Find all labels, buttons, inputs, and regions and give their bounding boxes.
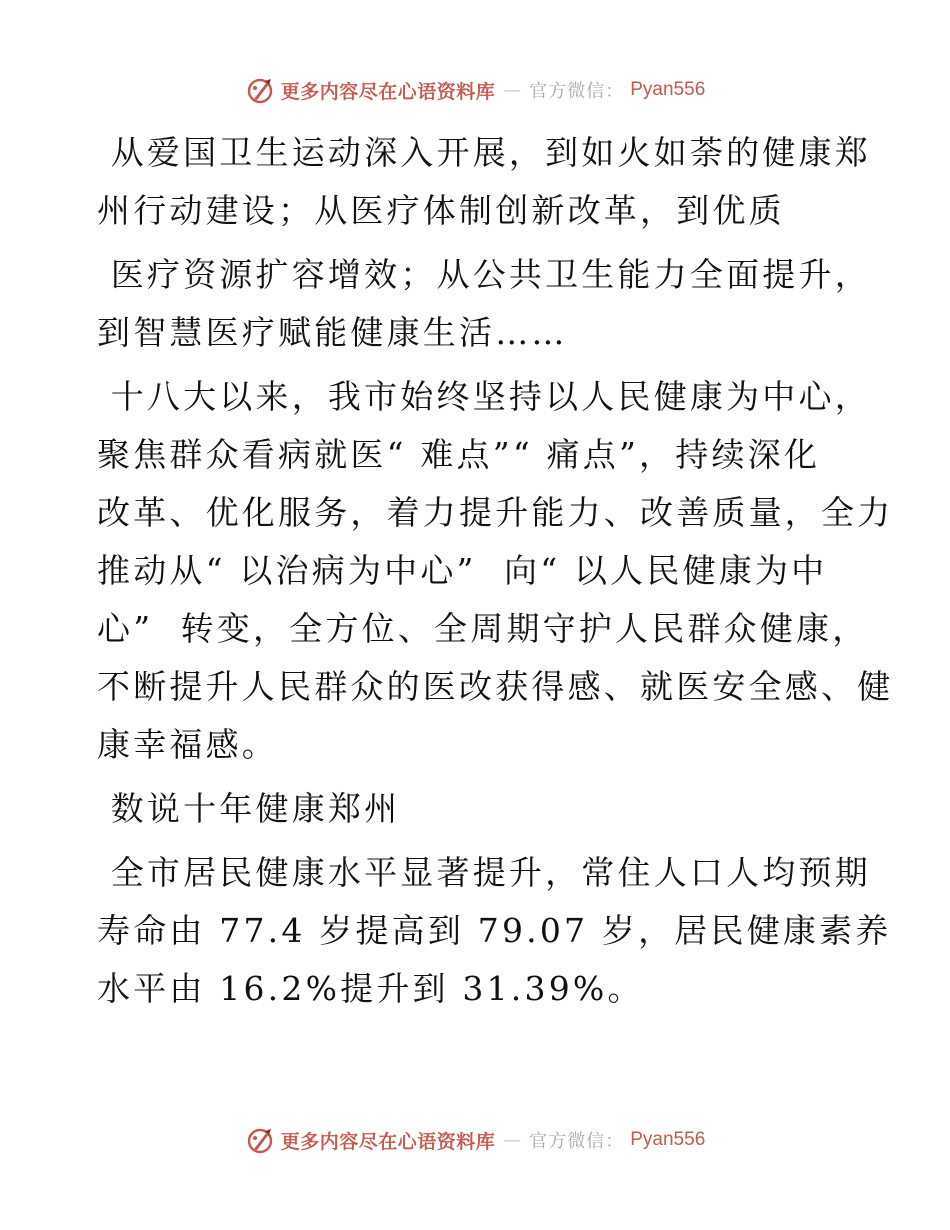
banner-site-name: 更多内容尽在心语资料库 <box>280 80 496 103</box>
text-line: 医疗资源扩容增效；从公共卫生能力全面提升， <box>97 255 871 294</box>
banner-dash: — <box>503 79 522 101</box>
text-line: 全市居民健康水平显著提升，常住人口人均预期 <box>97 853 871 892</box>
quill-pen-icon <box>245 1125 275 1155</box>
section-heading <box>97 780 857 838</box>
document-body <box>97 124 894 1018</box>
banner-site-name: 更多内容尽在心语资料库 <box>280 1130 496 1153</box>
text-line: 水平由 16.2%提升到 31.39%。 <box>97 969 644 1008</box>
paragraph-stats <box>97 844 892 1018</box>
text-line: 数说十年健康郑州 <box>97 789 401 828</box>
text-line: 州行动建设；从医疗体制创新改革，到优质 <box>97 191 785 230</box>
header-watermark-banner <box>0 72 950 108</box>
banner-wechat-id: Pyan556 <box>630 79 706 100</box>
text-line: 到智慧医疗赋能健康生活…… <box>97 313 568 352</box>
text-line: 心” 转变，全方位、全周期守护人民群众健康， <box>97 609 869 648</box>
text-line: 推动从“ 以治病为中心” 向“ 以人民健康为中 <box>97 551 828 590</box>
banner-wechat-label: 官方微信： <box>529 1131 625 1152</box>
banner-wechat-id: Pyan556 <box>630 1129 706 1150</box>
paragraph-intro-1 <box>97 124 871 240</box>
text-line: 不断提升人民群众的医改获得感、就医安全感、健 <box>97 667 894 706</box>
text-line: 从爱国卫生运动深入开展，到如火如荼的健康郑 <box>97 133 871 172</box>
text-line: 寿命由 77.4 岁提高到 79.07 岁，居民健康素养 <box>97 911 892 950</box>
quill-pen-icon <box>245 75 275 105</box>
text-line: 十八大以来，我市始终坚持以人民健康为中心， <box>97 377 871 416</box>
paragraph-main <box>97 368 894 774</box>
banner-dash: — <box>503 1129 522 1151</box>
banner-wechat-label: 官方微信： <box>529 81 625 102</box>
text-line: 康幸福感。 <box>97 725 278 764</box>
paragraph-intro-2 <box>97 246 871 362</box>
footer-watermark-banner <box>0 1122 950 1158</box>
text-line: 改革、优化服务，着力提升能力、改善质量，全力 <box>97 493 894 532</box>
text-line: 聚焦群众看病就医“ 难点”“ 痛点”，持续深化 <box>97 435 821 474</box>
